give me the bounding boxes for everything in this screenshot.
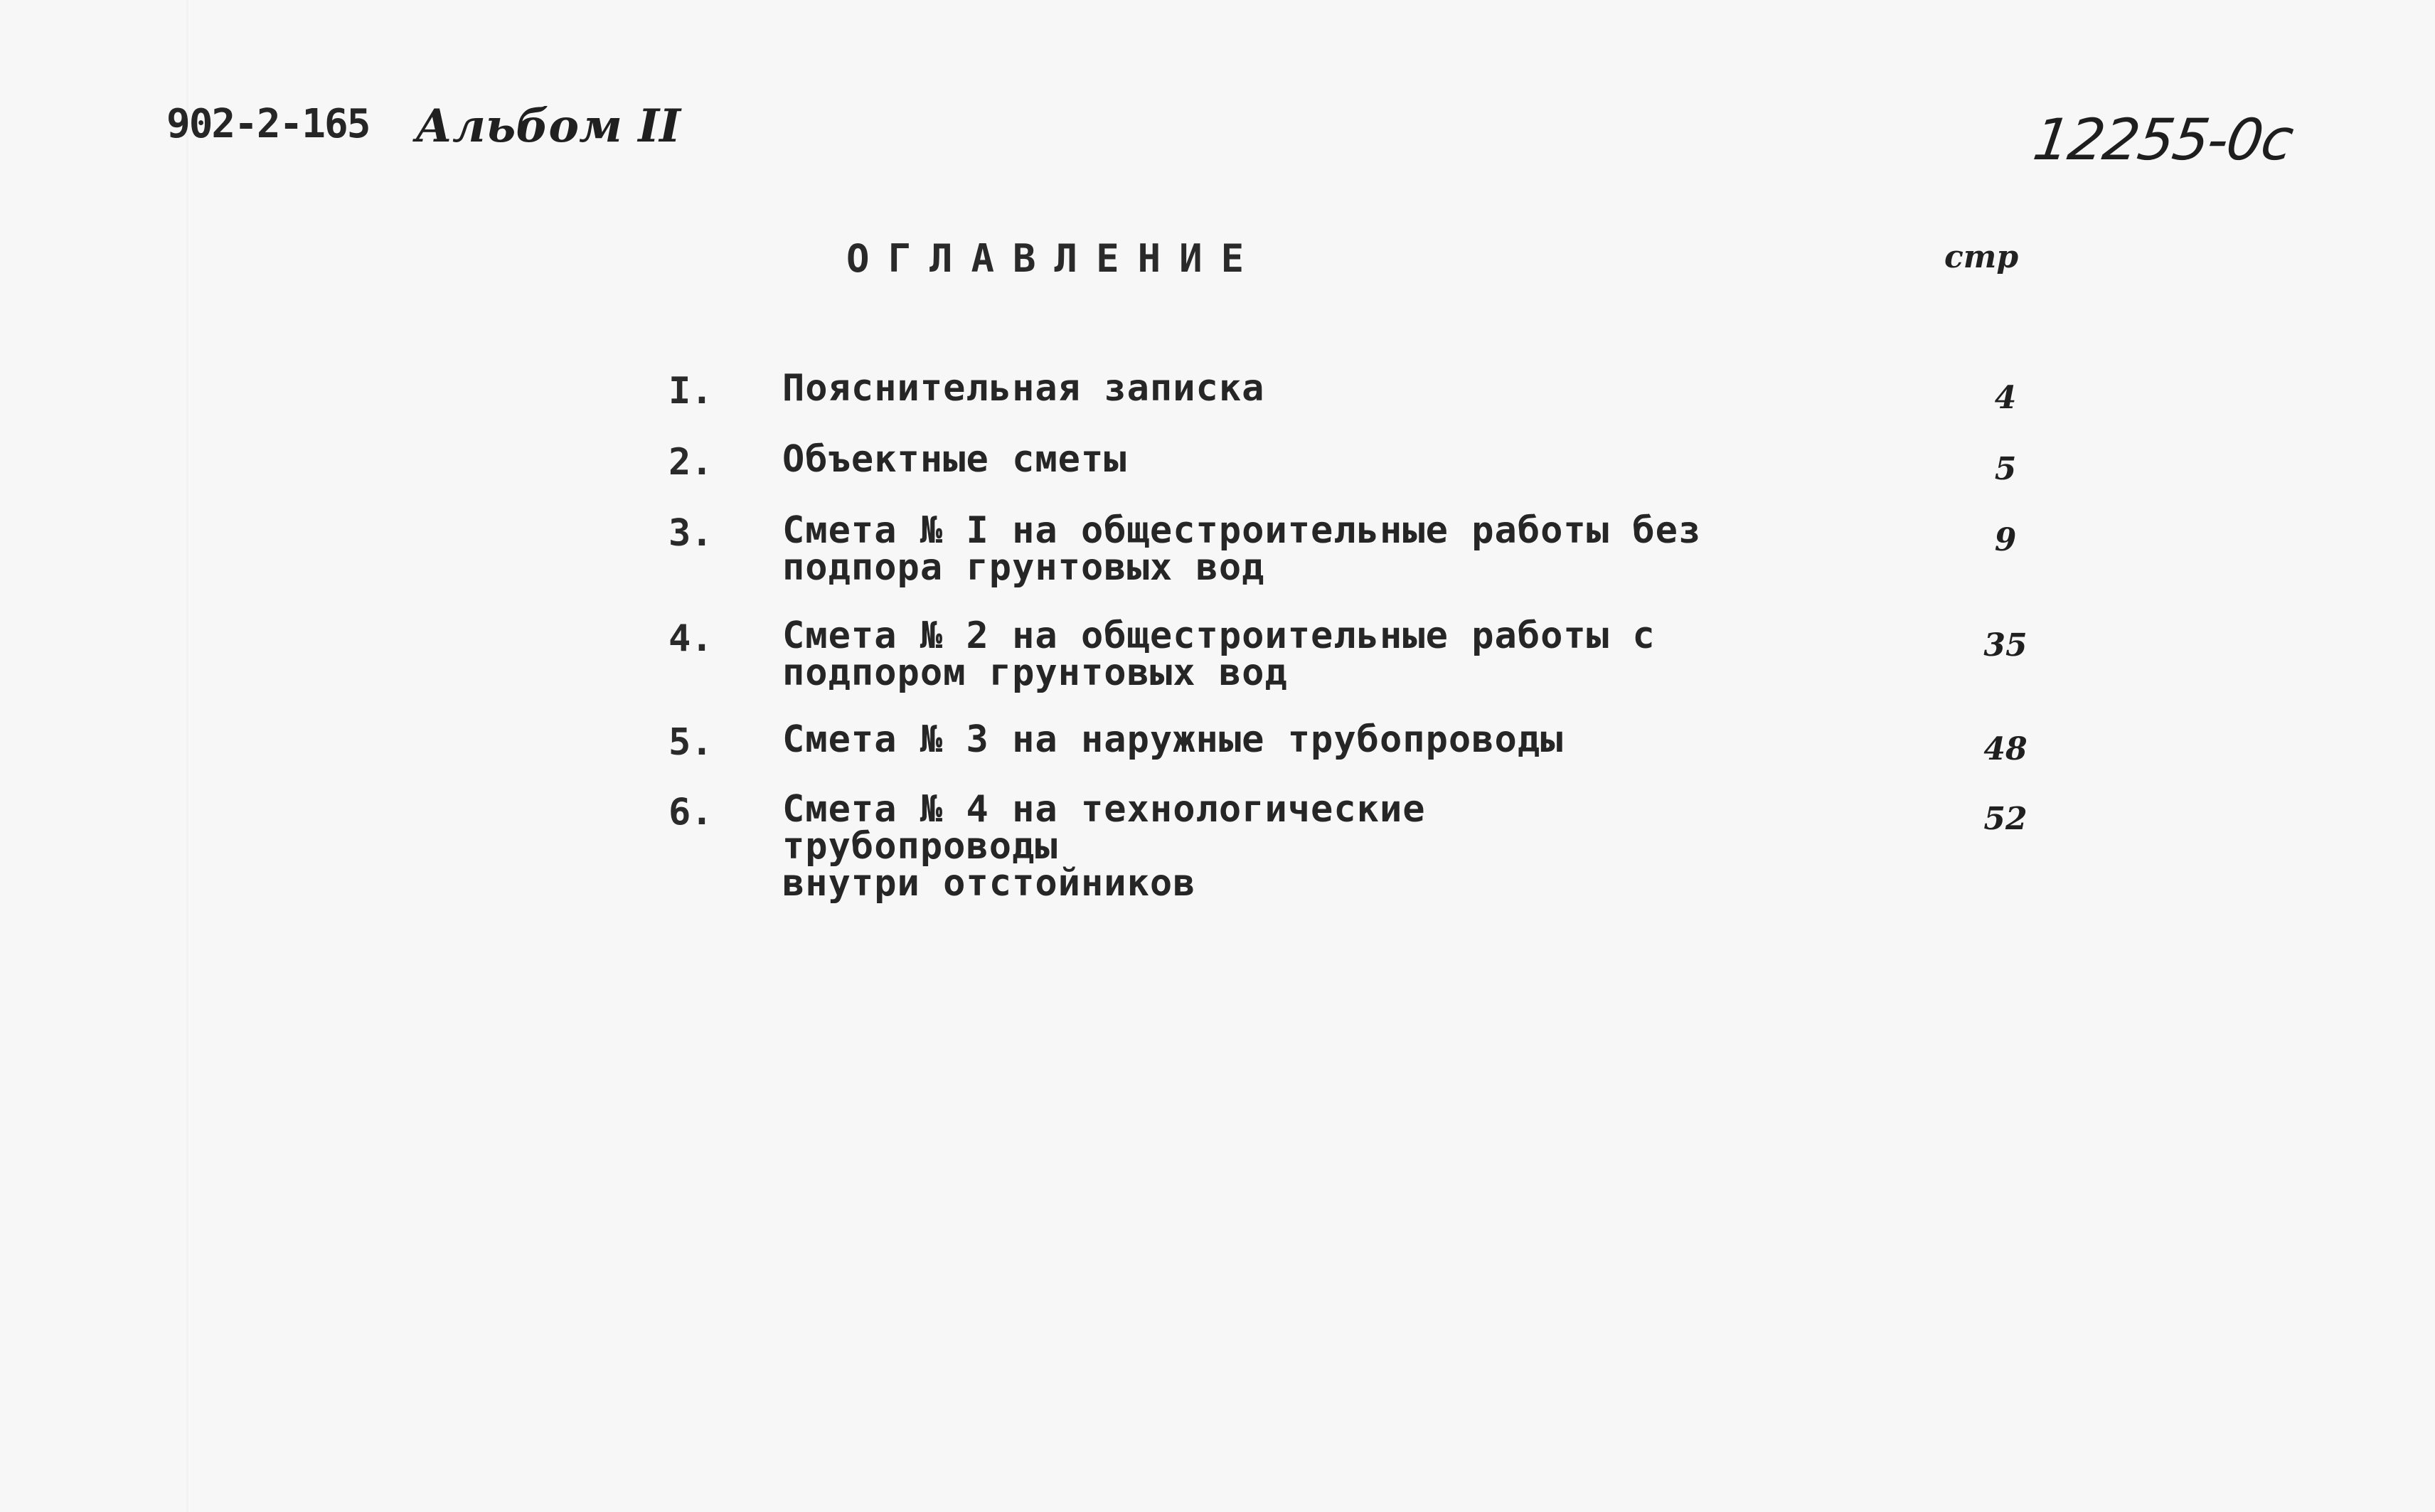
toc-item-page: 35 bbox=[1983, 627, 2028, 664]
page-column-label: стр bbox=[1944, 239, 2019, 275]
toc-item-number: 2. bbox=[668, 441, 713, 484]
page-title: ОГЛАВЛЕНИЕ bbox=[846, 236, 1263, 281]
toc-item-title: Смета № I на общестроительные работы без подпора грунтовых вод bbox=[782, 509, 1702, 589]
toc-item-number: I. bbox=[668, 370, 713, 412]
toc-item-title: Объектные сметы bbox=[782, 438, 1127, 481]
album-label: Альбом II bbox=[415, 100, 681, 153]
toc-item-page: 48 bbox=[1983, 731, 2028, 767]
toc-item-number: 3. bbox=[668, 512, 713, 555]
toc-item-page: 5 bbox=[1994, 451, 2017, 487]
toc-item-page: 52 bbox=[1983, 801, 2028, 837]
toc-item-page: 9 bbox=[1994, 522, 2017, 558]
archive-number: 12255-0с bbox=[2029, 107, 2296, 173]
toc-item-number: 6. bbox=[668, 791, 713, 834]
toc-item-title: Смета № 4 на технологические трубопроводы внутри отстойников bbox=[782, 788, 1426, 905]
scan-edge bbox=[186, 0, 188, 1512]
toc-item-title: Смета № 2 на общестроительные работы с подпором грунтовых вод bbox=[782, 614, 1656, 694]
toc-item-number: 4. bbox=[668, 617, 713, 660]
toc-item-title: Пояснительная записка bbox=[782, 367, 1265, 410]
toc-item-number: 5. bbox=[668, 721, 713, 764]
document-code: 902-2-165 bbox=[166, 101, 370, 147]
toc-item-title: Смета № 3 на наружные трубопроводы bbox=[782, 718, 1564, 761]
toc-item-page: 4 bbox=[1994, 380, 2017, 416]
